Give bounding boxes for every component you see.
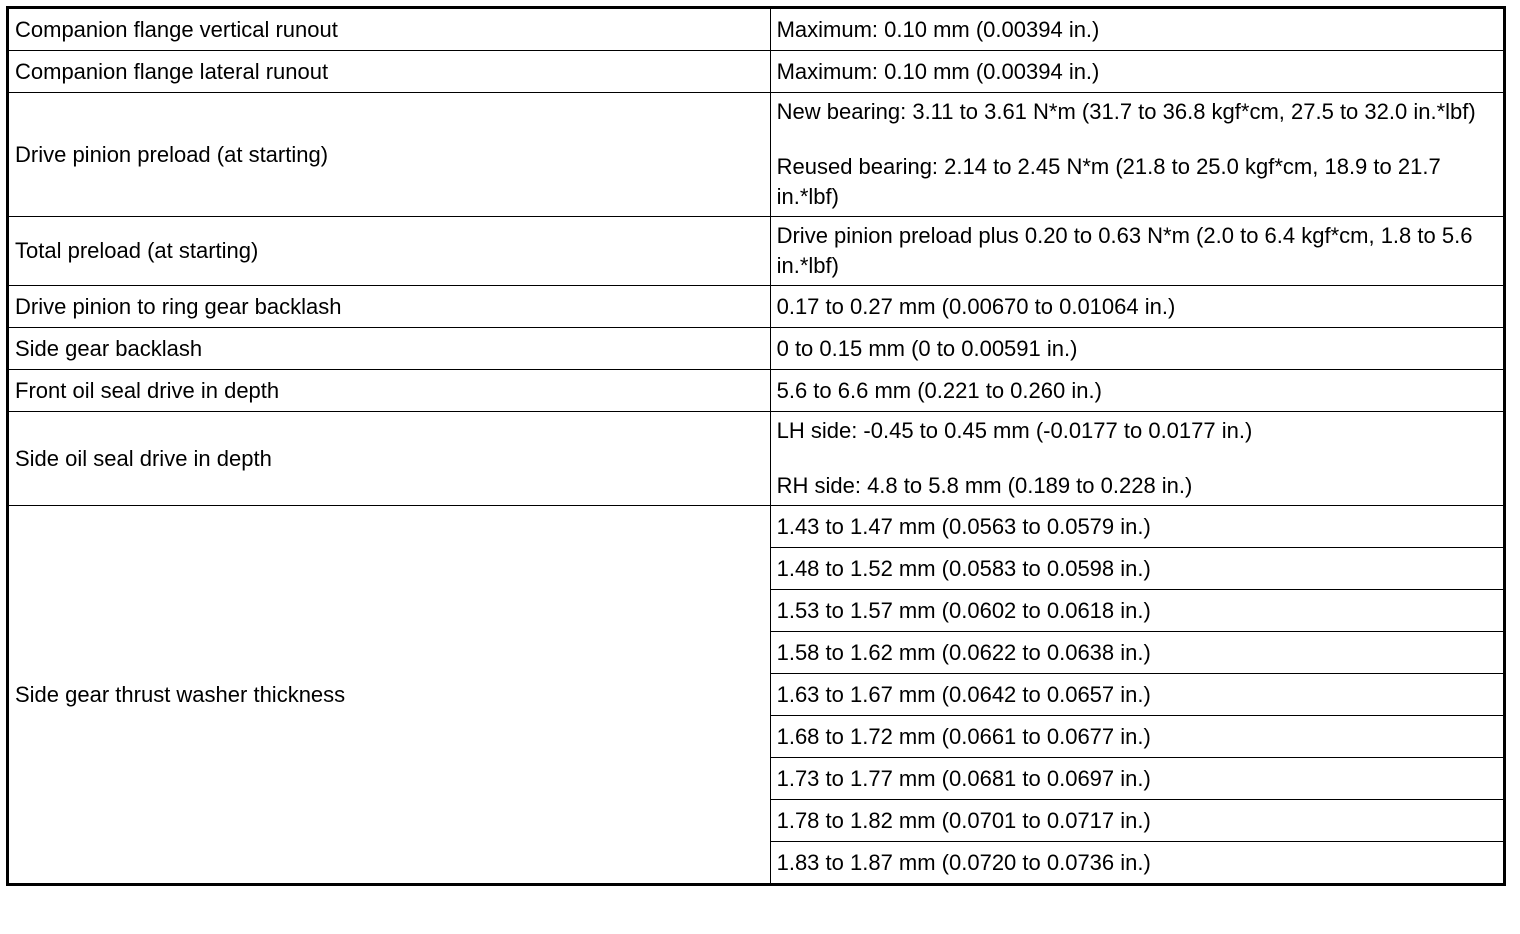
spec-value: 5.6 to 6.6 mm (0.221 to 0.260 in.) (770, 370, 1504, 412)
spec-label: Companion flange lateral runout (8, 51, 771, 93)
spec-value: Drive pinion preload plus 0.20 to 0.63 N*m (2.0 to 6.4 kgf*cm, 1.8 to 5.6 in.*lbf) (770, 217, 1504, 286)
spec-label: Drive pinion to ring gear backlash (8, 286, 771, 328)
spec-label: Companion flange vertical runout (8, 8, 771, 51)
table-row (8, 370, 1505, 412)
spec-label: Side gear thrust washer thickness (8, 506, 771, 885)
table-row (8, 412, 1505, 506)
spec-value (770, 412, 1504, 506)
table-row (8, 93, 1505, 217)
spec-value (770, 93, 1504, 217)
spec-label: Drive pinion preload (at starting) (8, 93, 771, 217)
table-row (8, 8, 1505, 51)
specification-table (6, 6, 1506, 886)
table-row (8, 506, 1505, 548)
spec-value-paragraph: Reused bearing: 2.14 to 2.45 N*m (21.8 to 25.0 kgf*cm, 18.9 to 21.7 in.*lbf) (776, 154, 1441, 209)
table-row (8, 217, 1505, 286)
spec-value: 1.58 to 1.62 mm (0.0622 to 0.0638 in.) (770, 632, 1504, 674)
spec-value: 1.68 to 1.72 mm (0.0661 to 0.0677 in.) (770, 716, 1504, 758)
spec-value: 1.48 to 1.52 mm (0.0583 to 0.0598 in.) (770, 548, 1504, 590)
spec-label: Side oil seal drive in depth (8, 412, 771, 506)
spec-value-paragraph: New bearing: 3.11 to 3.61 N*m (31.7 to 36.8 kgf*cm, 27.5 to 32.0 in.*lbf) (776, 99, 1476, 124)
spec-value: 1.43 to 1.47 mm (0.0563 to 0.0579 in.) (770, 506, 1504, 548)
spec-value: 1.73 to 1.77 mm (0.0681 to 0.0697 in.) (770, 758, 1504, 800)
spec-label: Total preload (at starting) (8, 217, 771, 286)
spec-value: Maximum: 0.10 mm (0.00394 in.) (770, 8, 1504, 51)
table-row (8, 286, 1505, 328)
table-row (8, 51, 1505, 93)
spec-value: 1.78 to 1.82 mm (0.0701 to 0.0717 in.) (770, 800, 1504, 842)
spec-value: Maximum: 0.10 mm (0.00394 in.) (770, 51, 1504, 93)
spec-value-paragraph: RH side: 4.8 to 5.8 mm (0.189 to 0.228 in.) (776, 473, 1193, 498)
spec-value: 0 to 0.15 mm (0 to 0.00591 in.) (770, 328, 1504, 370)
spec-value: 0.17 to 0.27 mm (0.00670 to 0.01064 in.) (770, 286, 1504, 328)
table-row (8, 328, 1505, 370)
spec-value: 1.83 to 1.87 mm (0.0720 to 0.0736 in.) (770, 842, 1504, 885)
spec-value: 1.63 to 1.67 mm (0.0642 to 0.0657 in.) (770, 674, 1504, 716)
spec-value: 1.53 to 1.57 mm (0.0602 to 0.0618 in.) (770, 590, 1504, 632)
spec-label: Front oil seal drive in depth (8, 370, 771, 412)
spec-label: Side gear backlash (8, 328, 771, 370)
spec-value-paragraph: LH side: -0.45 to 0.45 mm (-0.0177 to 0.0177 in.) (776, 418, 1253, 443)
